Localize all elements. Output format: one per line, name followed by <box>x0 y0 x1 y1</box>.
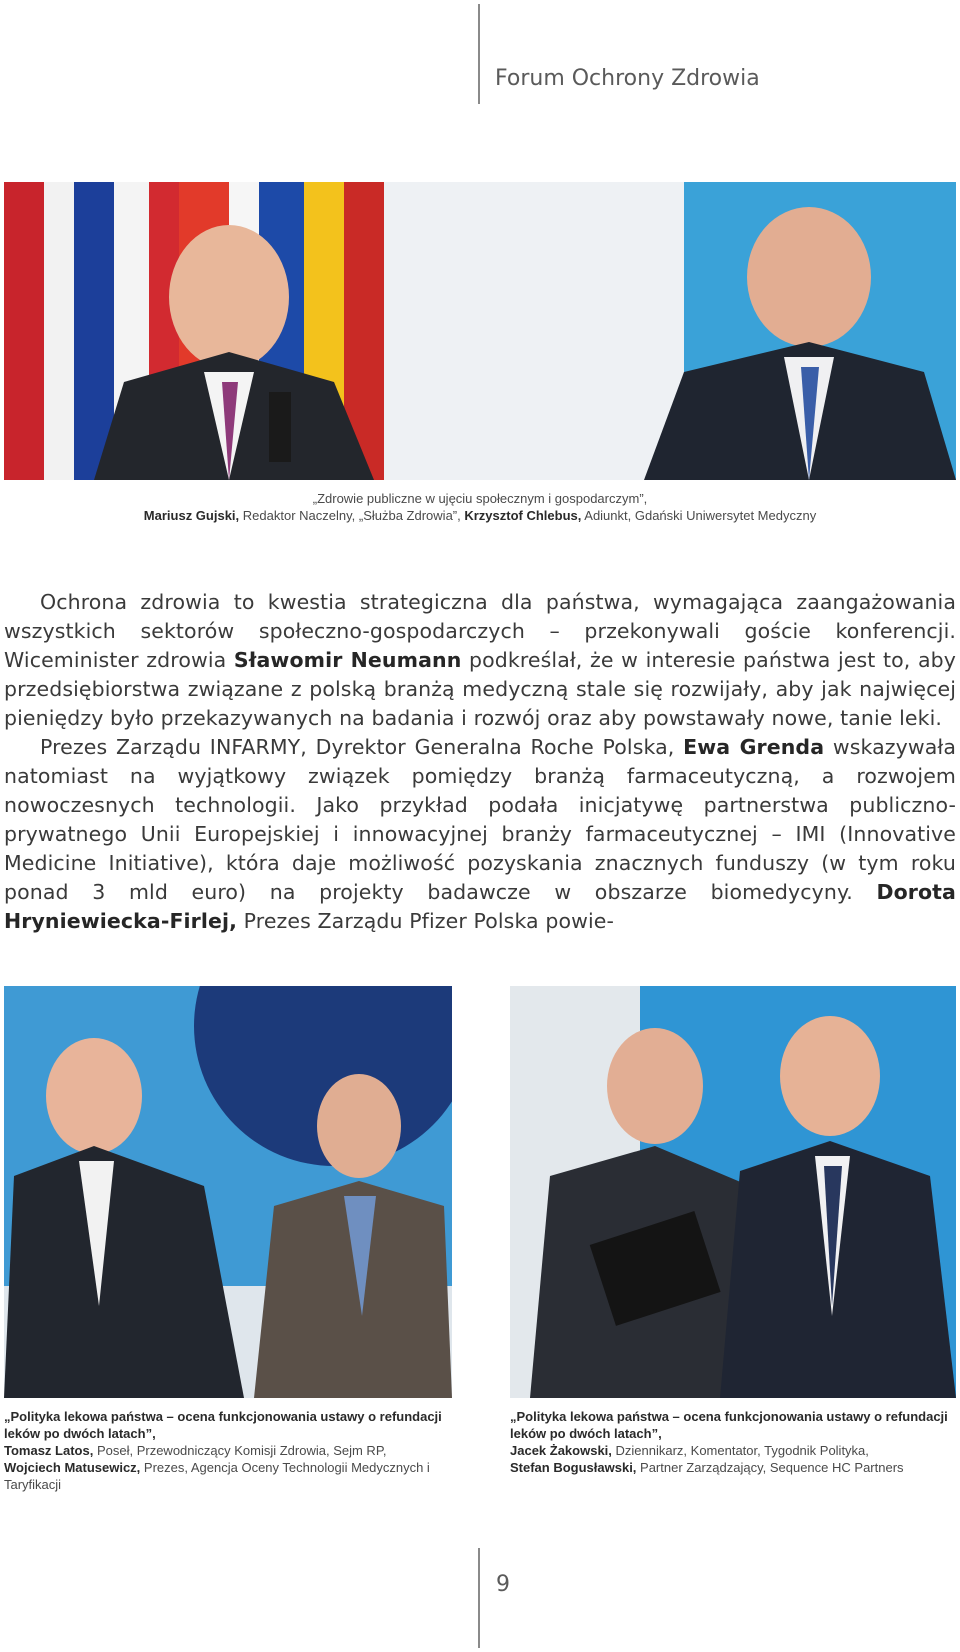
caption-person-line <box>4 1442 444 1459</box>
page-number: 9 <box>496 1572 510 1597</box>
person-name: Dorota Hryniewiecka-Firlej, <box>4 880 956 933</box>
person-name: Sławomir Neumann <box>233 648 462 672</box>
article-paragraph <box>4 733 956 936</box>
caption-person-role: Redaktor Naczelny, „Służba Zdrowia”, <box>239 508 465 523</box>
caption-person-role: Adiunkt, Gdański Uniwersytet Medyczny <box>581 508 817 523</box>
caption-person-line <box>510 1459 950 1476</box>
caption-people <box>0 507 960 524</box>
caption-person-role: Partner Zarządzający, Sequence HC Partners <box>636 1460 904 1475</box>
caption-person-name: Stefan Bogusławski, <box>510 1460 637 1475</box>
photo-caption-bottom-right <box>510 1408 950 1476</box>
caption-person-role: Dziennikarz, Komentator, Tygodnik Polityka, <box>611 1443 869 1458</box>
caption-person-line <box>4 1459 444 1493</box>
caption-person-line <box>510 1442 950 1459</box>
person-name: Ewa Grenda <box>683 735 825 759</box>
caption-person-name: Tomasz Latos, <box>4 1443 94 1458</box>
caption-person-name: Jacek Żakowski, <box>510 1443 612 1458</box>
article-body <box>4 588 956 936</box>
text-run: Prezes Zarządu INFARMY, Dyrektor Generalna Roche Polska, <box>40 735 684 759</box>
article-paragraph <box>4 588 956 733</box>
caption-title: „Polityka lekowa państwa – ocena funkcjonowania ustawy o refundacji leków po dwóch latach”, <box>4 1409 442 1441</box>
header-divider <box>478 4 480 104</box>
photo-caption-bottom-left <box>4 1408 444 1493</box>
photo-panel-discussion-top <box>4 182 956 480</box>
caption-person-role: Poseł, Przewodniczący Komisji Zdrowia, Sejm RP, <box>93 1443 387 1458</box>
caption-title: „Polityka lekowa państwa – ocena funkcjonowania ustawy o refundacji leków po dwóch latach”, <box>510 1409 948 1441</box>
text-run: Prezes Zarządu Pfizer Polska powie- <box>237 909 614 933</box>
text-run: Ochrona zdrowia to kwestia strategiczna dla państwa, wymagająca zaangażowania wszystkich sektorów społeczno-gospodarczych – przekonywali goście konferencji. Wiceminister zdrowia <box>4 590 956 672</box>
photo-panel-discussion-bottom-left <box>4 986 452 1398</box>
caption-title: „Zdrowie publiczne w ujęciu społecznym i gospodarczym”, <box>312 491 648 506</box>
caption-person-role: Prezes, Agencja Oceny Technologii Medycznych i Taryfikacji <box>4 1460 430 1492</box>
running-header: Forum Ochrony Zdrowia <box>495 66 760 91</box>
text-run: podkreślał, że w interesie państwa jest to, aby przedsiębiorstwa związane z polską branżą medyczną stale się rozwijały, aby jak najwięcej pieniędzy było przekazywanych na badania i rozwój oraz aby powstawały nowe, tanie leki. <box>4 648 956 730</box>
caption-person-name: Mariusz Gujski, <box>143 508 240 523</box>
caption-person-name: Krzysztof Chlebus, <box>464 508 582 523</box>
photo-caption-top <box>0 490 960 524</box>
caption-person-name: Wojciech Matusewicz, <box>4 1460 141 1475</box>
text-run: wskazywała natomiast na wyjątkowy związek pomiędzy branżą farmaceutyczną, a rozwojem nowoczesnych technologii. Jako przykład podała inicjatywę partnerstwa publiczno-prywatnego Unii Europejskiej i innowacyjnej branży farmaceutycznej – IMI (Innovative Medicine Initiative), która daje możliwość pozyskania znacznych funduszy (w tym roku ponad 3 mld euro) na projekty badawcze w obszarze biomedycyny. <box>4 735 957 904</box>
footer-divider <box>478 1548 480 1648</box>
photo-panel-discussion-bottom-right <box>510 986 956 1398</box>
